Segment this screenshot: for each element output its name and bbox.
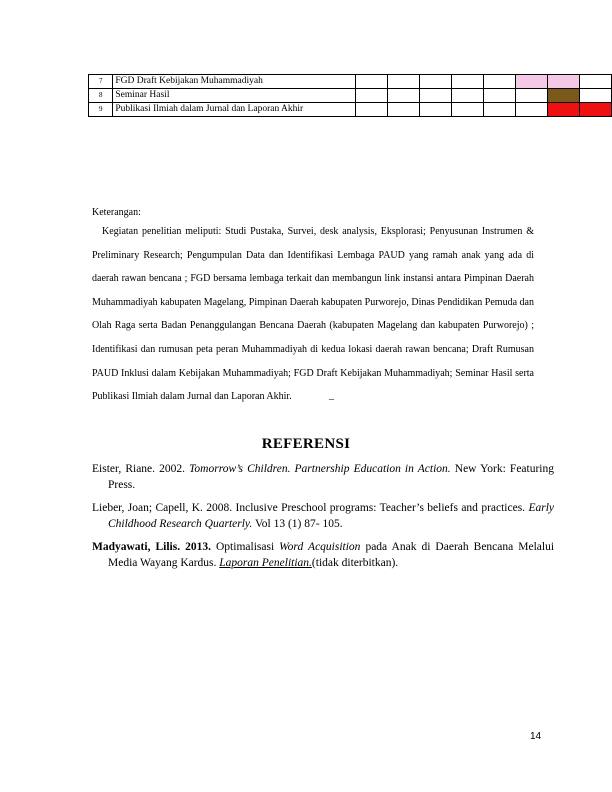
reference-journal-title: Early Childhood Research Quarterly. — [108, 502, 554, 530]
schedule-row — [89, 75, 612, 89]
schedule-cell — [419, 75, 451, 89]
reference-item: Lieber, Joan; Capell, K. 2008. Inclusive Preschool programs: Teacher’s beliefs and practices. Early Childhood Research Quarterly. Vol 13 (1) 87- 105. — [92, 502, 554, 530]
schedule-cell — [355, 103, 387, 117]
page-number: 14 — [530, 731, 542, 742]
activity-name: FGD Draft Kebijakan Muhammadiyah — [113, 75, 355, 89]
separator-dash: – — [329, 394, 334, 405]
schedule-cell — [515, 103, 547, 117]
schedule-cell-filled — [547, 75, 579, 89]
schedule-row — [89, 103, 612, 117]
activity-name: Publikasi Ilmiah dalam Jurnal dan Laporan Akhir — [113, 103, 355, 117]
schedule-cell — [451, 103, 483, 117]
schedule-row — [89, 89, 612, 103]
reference-book-title: Tomorrow’s Children. Partnership Education in Action. — [189, 463, 451, 475]
schedule-cell — [387, 89, 419, 103]
schedule-cell — [579, 89, 611, 103]
references-heading: REFERENSI — [261, 436, 351, 452]
schedule-cell-filled — [579, 103, 611, 117]
keterangan-section — [92, 206, 534, 409]
schedule-cell — [579, 75, 611, 89]
schedule-cell — [483, 103, 515, 117]
schedule-cell — [419, 89, 451, 103]
schedule-cell — [419, 103, 451, 117]
schedule-cell-filled — [515, 75, 547, 89]
keterangan-title: Keterangan: — [92, 207, 141, 218]
schedule-cell — [387, 75, 419, 89]
schedule-cell-filled — [547, 103, 579, 117]
schedule-cell — [451, 75, 483, 89]
schedule-cell — [451, 89, 483, 103]
keterangan-body: Kegiatan penelitian meliputi: Studi Pustaka, Survei, desk analysis, Eksplorasi; Penyusunan Instrumen & Preliminary Research; Pengumpulan Data dan Identifikasi Lembaga PAUD yang ramah anak yang ada di daerah rawan bencana ; FGD bersama lembaga terkait dan membangun link instansi antara Pimpinan Daerah Muhammadiyah kabupaten Magelang, Pimpinan Daerah kabupaten Purworejo, Dinas Pendidikan Pemuda dan Olah Raga serta Badan Penanggulangan Bencana Daerah (kabupaten Magelang dan kabupaten Purworejo) ; Identifikasi dan rumusan peta peran Muhammadiyah di kedua lokasi daerah rawan bencana; Draft Rumusan PAUD Inklusi dalam Kebijakan Muhammadiyah; FGD Draft Kebijakan Muhammadiyah; Seminar Hasil serta Publikasi Ilmiah dalam Jurnal dan Laporan Akhir. — [92, 226, 534, 403]
schedule-cell — [483, 75, 515, 89]
schedule-body — [89, 75, 612, 117]
row-number: 7 — [89, 75, 113, 89]
reference-author: Madyawati, Lilis. 2013. — [92, 541, 211, 553]
activity-name: Seminar Hasil — [113, 89, 355, 103]
row-number: 8 — [89, 89, 113, 103]
schedule-cell-filled — [547, 89, 579, 103]
reference-item: Madyawati, Lilis. 2013. Optimalisasi Word Acquisition pada Anak di Daerah Bencana Melalui Media Wayang Kardus. Laporan Penelitian.(tidak diterbitkan). — [92, 541, 555, 569]
schedule-cell — [387, 103, 419, 117]
row-number: 9 — [89, 103, 113, 117]
schedule-cell — [483, 89, 515, 103]
schedule-cell — [515, 89, 547, 103]
schedule-cell — [355, 89, 387, 103]
schedule-table — [88, 74, 612, 117]
reference-item: Eister, Riane. 2002. Tomorrow’s Children. Partnership Education in Action. New York: Featuring Press. — [92, 463, 554, 491]
schedule-cell — [355, 75, 387, 89]
